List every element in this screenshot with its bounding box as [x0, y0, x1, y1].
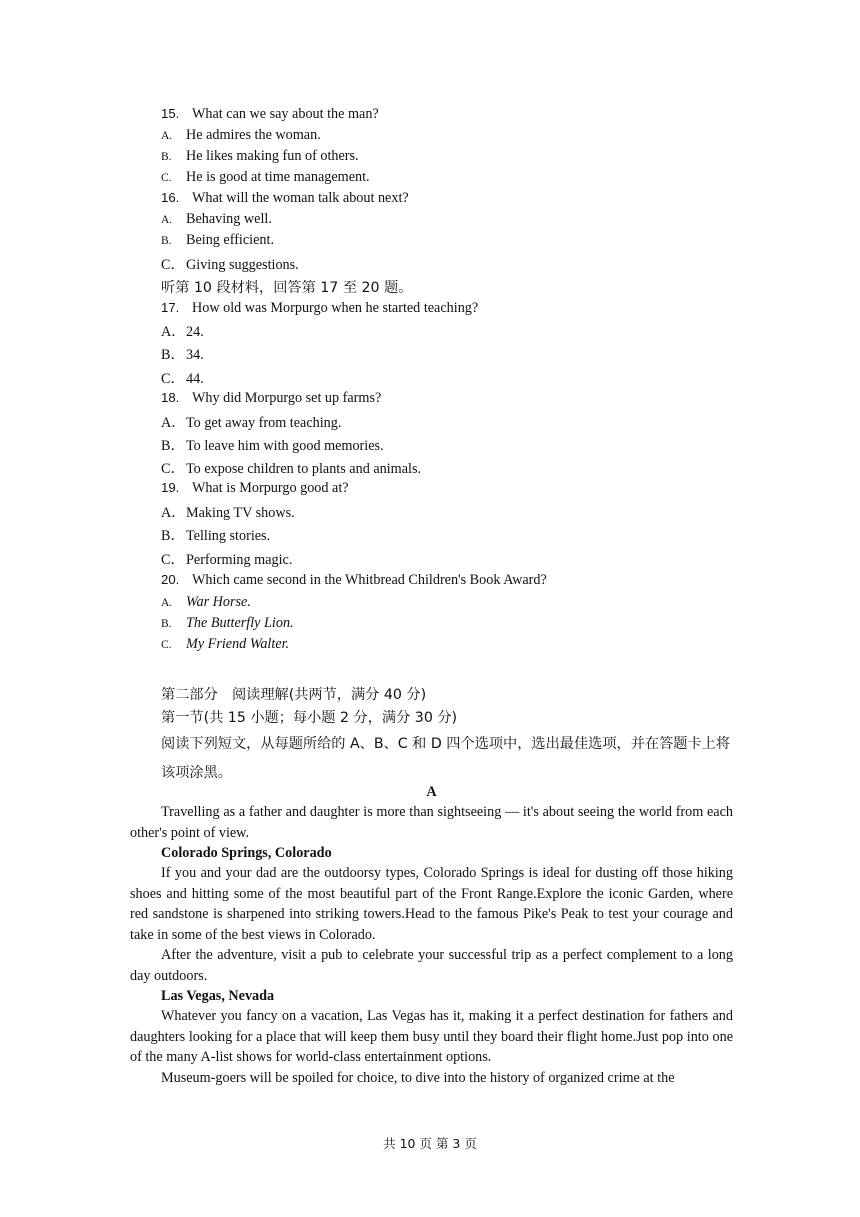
- question-text: Which came second in the Whitbread Children's Book Award?: [192, 572, 547, 588]
- option-20c: C. My Friend Walter.: [161, 636, 290, 652]
- page-footer: 共 10 页 第 3 页: [383, 1136, 477, 1151]
- question-19: 19. What is Morpurgo good at?: [161, 480, 349, 496]
- option-17c: C．44.: [161, 371, 204, 387]
- question-16: 16. What will the woman talk about next?: [161, 190, 409, 206]
- option-16a: A. Behaving well.: [161, 211, 272, 227]
- option-18c: C．To expose children to plants and animals.: [161, 461, 422, 477]
- option-19c: C．Performing magic.: [161, 552, 293, 568]
- paragraph-colorado-2: After the adventure, visit a pub to celebrate your successful trip as a perfect complement to a long day outdoors.: [130, 947, 733, 984]
- option-18b: B．To leave him with good memories.: [161, 438, 384, 454]
- option-18a: A．To get away from teaching.: [161, 415, 342, 431]
- part-two-heading: 第二部分 阅读理解(共两节，满分 40 分): [161, 687, 427, 703]
- question-18: 18. Why did Morpurgo set up farms?: [161, 390, 382, 406]
- question-15: 15. What can we say about the man?: [161, 106, 379, 122]
- paragraph-vegas-1: Whatever you fancy on a vacation, Las Vegas has it, making it a perfect destination for fathers and daughters looking for a place that will keep them busy until they board their flight home.Just pop into one of the many A-list shows for world-class entertainment options.: [130, 1008, 733, 1065]
- option-17a: A．24.: [161, 324, 204, 340]
- paragraph-vegas-2: Museum-goers will be spoiled for choice, to dive into the history of organized crime at the: [161, 1070, 675, 1086]
- question-text: What is Morpurgo good at?: [192, 480, 349, 496]
- instruction-material-10: 听第 10 段材料，回答第 17 至 20 题。: [161, 280, 413, 296]
- option-15b: B. He likes making fun of others.: [161, 148, 359, 164]
- question-text: What will the woman talk about next?: [192, 190, 409, 206]
- question-17: 17. How old was Morpurgo when he started teaching?: [161, 300, 479, 316]
- paragraph-colorado-1: If you and your dad are the outdoorsy types, Colorado Springs is ideal for dusting off those hiking shoes and hitting some of the most beautiful part of the Front Range.Explore the iconic Garden, where red sandstone is sharpened into striking towers.Head to the famous Pike's Peak to test your courage and take in some of the best views in Colorado.: [130, 865, 733, 943]
- option-19a: A．Making TV shows.: [161, 505, 295, 521]
- option-15a: A. He admires the woman.: [161, 127, 321, 143]
- option-17b: B．34.: [161, 347, 204, 363]
- option-20a: A. War Horse.: [161, 594, 251, 610]
- option-15c: C. He is good at time management.: [161, 169, 370, 185]
- heading-colorado: Colorado Springs, Colorado: [161, 845, 332, 861]
- option-16c: C．Giving suggestions.: [161, 257, 299, 273]
- option-19b: B．Telling stories.: [161, 528, 271, 544]
- question-text: What can we say about the man?: [192, 106, 379, 122]
- question-text: Why did Morpurgo set up farms?: [192, 390, 382, 406]
- option-20b: B. The Butterfly Lion.: [161, 615, 294, 631]
- passage-label: A: [426, 784, 437, 800]
- question-text: How old was Morpurgo when he started teaching?: [192, 300, 479, 316]
- option-16b: B. Being efficient.: [161, 232, 274, 248]
- question-20: 20. Which came second in the Whitbread Children's Book Award?: [161, 572, 547, 588]
- reading-instructions: 阅读下列短文，从每题所给的 A、B、C 和 D 四个选项中，选出最佳选项，并在答题卡上将该项涂黑。: [161, 736, 731, 781]
- paragraph-intro: Travelling as a father and daughter is more than sightseeing — it's about seeing the world from each other's point of view.: [130, 804, 733, 841]
- heading-las-vegas: Las Vegas, Nevada: [161, 988, 275, 1004]
- section-one-heading: 第一节(共 15 小题；每小题 2 分，满分 30 分): [161, 710, 458, 726]
